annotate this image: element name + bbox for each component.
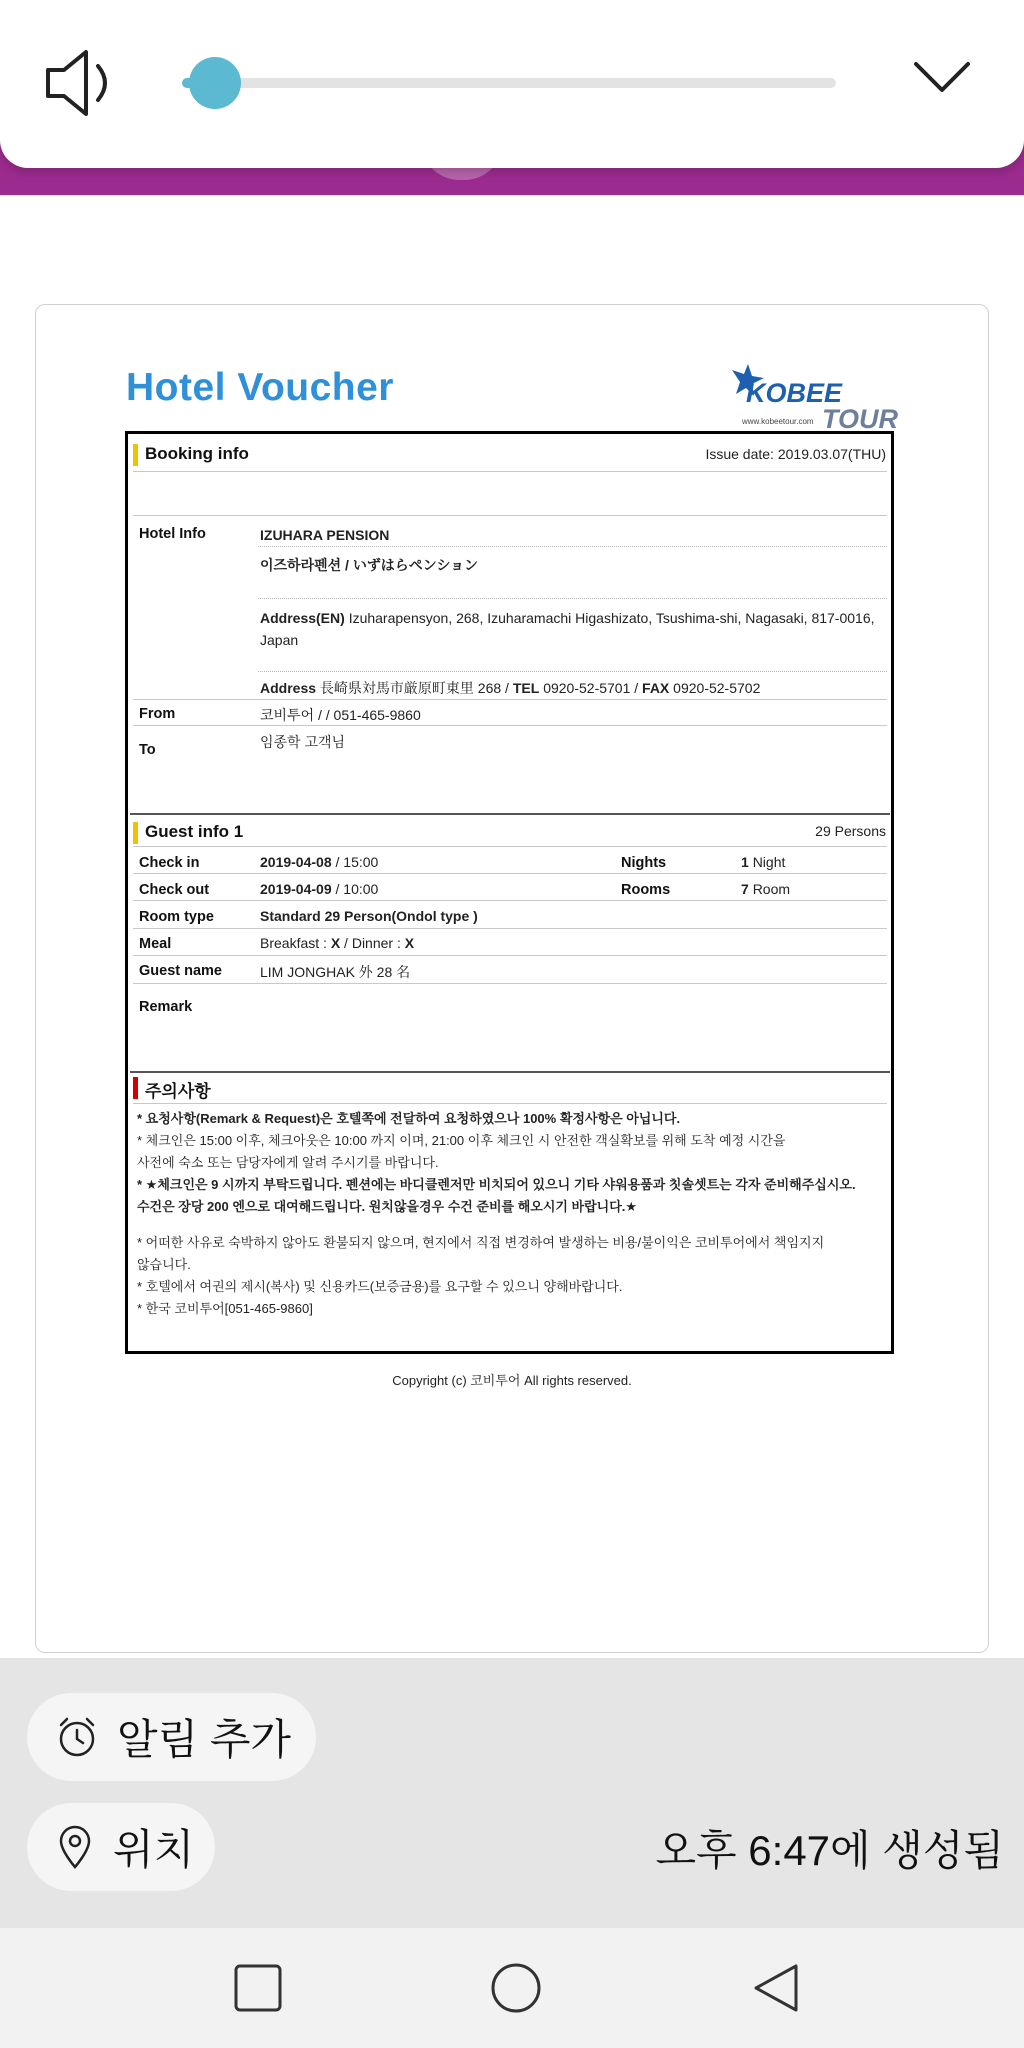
navigation-bar <box>0 1928 1024 2048</box>
notice-line: * 한국 코비투어[051-465-9860] <box>137 1301 313 1316</box>
roomtype-value: Standard 29 Person(Ondol type ) <box>260 908 478 924</box>
back-icon[interactable] <box>744 1956 808 2020</box>
hotel-name: IZUHARA PENSION <box>260 527 390 543</box>
notice-list <box>137 1108 887 1320</box>
notice-line: * 어떠한 사유로 숙박하지 않아도 환불되지 않으며, 현지에서 직접 변경하여 발생하는 비용/불이익은 코비투어에서 책임지지 <box>137 1235 825 1250</box>
checkout-label: Check out <box>139 882 210 898</box>
divider <box>133 515 887 516</box>
add-alarm-label: 알림 추가 <box>117 1716 291 1763</box>
notice-line: * 요청사항(Remark & Request)은 호텔쪽에 전달하여 요청하였으나 100% 확정사항은 아닙니다. <box>137 1111 681 1126</box>
divider <box>258 546 887 547</box>
location-label: 위치 <box>113 1826 195 1873</box>
rooms-value: 7 Room <box>741 881 791 897</box>
kobee-tour-logo <box>726 362 901 434</box>
roomtype-label: Room type <box>139 909 214 925</box>
chevron-down-icon[interactable] <box>910 52 974 102</box>
svg-text:www.kobeetour.com: www.kobeetour.com <box>742 417 814 426</box>
to-value: 임종학 고객님 <box>260 734 346 750</box>
voucher-title: Hotel Voucher <box>126 366 394 409</box>
recent-apps-icon[interactable] <box>226 1956 290 2020</box>
divider <box>258 598 887 599</box>
notice-line: 사전에 숙소 또는 담당자에게 알려 주시기를 바랍니다. <box>137 1155 439 1170</box>
divider <box>133 873 887 874</box>
divider <box>133 983 887 984</box>
section-divider <box>130 813 890 815</box>
issue-date: Issue date: 2019.03.07(THU) <box>705 446 886 462</box>
from-value: 코비투어 / / 051-465-9860 <box>260 707 421 723</box>
remark-label: Remark <box>139 999 193 1015</box>
hotel-local-name: 이즈하라펜션 / いずはらペンション <box>260 557 479 573</box>
guest-persons: 29 Persons <box>815 823 886 839</box>
divider <box>133 928 887 929</box>
divider <box>133 699 887 700</box>
notice-line: * 체크인은 15:00 이후, 체크아웃은 10:00 까지 이며, 21:00 이후 체크인 시 안전한 객실확보를 위해 도착 예정 시간을 <box>137 1133 786 1148</box>
address-local: Address 長崎県対馬市厳原町東里 268 / TEL 0920-52-5701 / FAX 0920-52-5702 <box>260 680 761 696</box>
add-alarm-button[interactable] <box>27 1693 316 1781</box>
divider <box>133 725 887 726</box>
meal-label: Meal <box>139 936 172 952</box>
notice-line: 않습니다. <box>137 1257 191 1272</box>
checkout-value: 2019-04-09 / 10:00 <box>260 881 379 897</box>
divider <box>133 900 887 901</box>
copyright: Copyright (c) 코비투어 All rights reserved. <box>392 1373 632 1388</box>
divider <box>133 471 887 472</box>
divider <box>133 1103 887 1104</box>
home-icon[interactable] <box>484 1956 548 2020</box>
meal-value: Breakfast : X / Dinner : X <box>260 935 415 951</box>
address-en: Address(EN) Izuharapensyon, 268, Izuharamachi Higashizato, Tsushima-shi, Nagasaki, 817-0016, Japan <box>260 610 875 648</box>
divider <box>133 955 887 956</box>
notice-heading: 주의사항 <box>133 1077 211 1102</box>
nights-label: Nights <box>621 855 667 871</box>
rooms-label: Rooms <box>621 882 671 898</box>
svg-text:TOUR: TOUR <box>822 404 899 434</box>
volume-slider[interactable] <box>182 78 836 88</box>
checkin-label: Check in <box>139 855 200 871</box>
section-divider <box>130 1071 890 1073</box>
divider <box>133 846 887 847</box>
notice-line: 수건은 장당 200 엔으로 대여해드립니다. 원치않을경우 수건 준비를 해오시기 바랍니다.★ <box>137 1199 638 1214</box>
speaker-icon[interactable] <box>44 48 122 118</box>
alarm-clock-icon <box>55 1715 99 1759</box>
guest-name-label: Guest name <box>139 963 222 979</box>
created-time: 오후 6:47에 생성됨 <box>655 1827 1004 1874</box>
to-label: To <box>139 742 156 758</box>
guest-name-value: LIM JONGHAK 外 28 名 <box>260 964 411 980</box>
nights-value: 1 Night <box>741 854 786 870</box>
notice-line: * ★체크인은 9 시까지 부탁드립니다. 펜션에는 바디클렌저만 비치되어 있으니 기타 샤워용품과 칫솔셋트는 각자 준비해주십시오. <box>137 1177 856 1192</box>
location-button[interactable] <box>27 1803 215 1891</box>
from-label: From <box>139 706 176 722</box>
checkin-value: 2019-04-08 / 15:00 <box>260 854 379 870</box>
location-pin-icon <box>55 1823 95 1871</box>
volume-panel <box>0 0 1024 168</box>
booking-info-heading: Booking info <box>133 444 249 464</box>
svg-text:KOBEE: KOBEE <box>746 378 843 408</box>
divider <box>258 671 887 672</box>
hotel-info-label: Hotel Info <box>139 526 206 542</box>
notice-line: * 호텔에서 여권의 제시(복사) 및 신용카드(보증금용)를 요구할 수 있으니 양해바랍니다. <box>137 1279 623 1294</box>
guest-info-heading: Guest info 1 <box>133 822 243 842</box>
volume-slider-thumb[interactable] <box>189 57 241 109</box>
